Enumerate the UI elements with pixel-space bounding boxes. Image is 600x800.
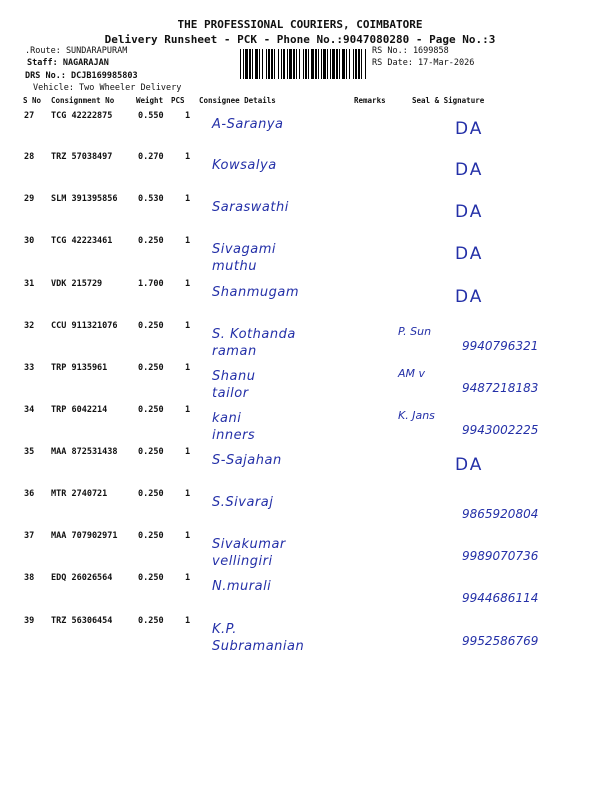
row-signature-phone: 9944686114 [462,591,539,605]
row-consignee-name-line2: tailor [212,386,249,401]
row-weight: 0.250 [138,236,164,246]
row-pcs: 1 [185,616,191,626]
row-weight: 0.530 [138,194,164,204]
company-title: THE PROFESSIONAL COURIERS, COIMBATORE [177,18,423,31]
col-sno: S No [23,96,42,105]
col-consignee: Consignee Details [199,96,276,105]
row-sno: 38 [24,573,35,583]
row-consignee-name: K.P. [212,622,237,637]
table-row [0,236,600,276]
row-pcs: 1 [185,405,191,415]
row-consignment: MAA 872531438 [51,447,118,457]
row-sno: 33 [24,363,35,373]
row-consignee-name: S.Sivaraj [212,495,274,510]
row-consignee-name: A-Saranya [212,117,284,132]
row-weight: 0.250 [138,321,164,331]
row-sno: 35 [24,447,35,457]
row-consignment: TCG 42222875 [51,111,113,121]
rs-number: RS No.: 1699858 [372,46,449,56]
col-seal-signature: Seal & Signature [412,96,485,105]
row-consignee-name-line2: raman [212,344,257,359]
table-row [0,194,600,234]
row-sno: 30 [24,236,35,246]
row-sno: 39 [24,616,35,626]
row-signature-phone: 9487218183 [462,381,539,395]
row-consignee-name: Sivagami [212,242,277,257]
row-consignment: CCU 911321076 [51,321,118,331]
row-weight: 0.550 [138,111,164,121]
row-pcs: 1 [185,279,191,289]
row-consignee-name-line2: Subramanian [212,639,305,654]
row-pcs: 1 [185,573,191,583]
col-consignment: Consignment No [51,96,115,105]
row-pcs: 1 [185,236,191,246]
row-weight: 0.250 [138,405,164,415]
row-sno: 32 [24,321,35,331]
row-signature: DA [455,119,484,139]
row-consignee-name: S-Sajahan [212,453,282,468]
row-weight: 0.250 [138,573,164,583]
row-weight: 0.250 [138,489,164,499]
rs-date: RS Date: 17-Mar-2026 [372,58,475,68]
row-pcs: 1 [185,194,191,204]
barcode-image [240,49,368,79]
row-signature: DA [455,244,484,264]
row-consignee-name: kani [212,411,242,426]
col-weight: Weight [136,96,164,105]
table-row [0,447,600,487]
table-row [0,111,600,151]
row-consignee-name: Shanu [212,369,256,384]
row-consignment: EDQ 26026564 [51,573,113,583]
row-sno: 28 [24,152,35,162]
row-pcs: 1 [185,489,191,499]
row-signature-phone: 9952586769 [462,634,539,648]
row-pcs: 1 [185,363,191,373]
row-consignee-name: Shanmugam [212,285,299,300]
row-sno: 37 [24,531,35,541]
row-sno: 27 [24,111,35,121]
row-consignment: TCG 42223461 [51,236,113,246]
row-consignment: SLM 391395856 [51,194,118,204]
row-sno: 31 [24,279,35,289]
drs-number: DRS No.: DCJB169985803 [25,71,138,81]
row-signature: AM v [398,367,426,380]
row-consignee-name-line2: muthu [212,259,257,274]
table-row [0,363,600,403]
table-row [0,321,600,361]
row-weight: 0.250 [138,447,164,457]
row-weight: 0.250 [138,363,164,373]
row-weight: 0.270 [138,152,164,162]
row-consignee-name: S. Kothanda [212,327,296,342]
staff-label: Staff: NAGARAJAN [27,58,109,68]
row-pcs: 1 [185,531,191,541]
row-consignment: MTR 2740721 [51,489,108,499]
row-weight: 1.700 [138,279,164,289]
row-consignment: TRZ 56306454 [51,616,113,626]
row-consignee-name-line2: vellingiri [212,554,273,569]
row-signature: P. Sun [398,325,432,338]
row-consignment: MAA 707902971 [51,531,118,541]
route-label: .Route: SUNDARAPURAM [25,46,128,56]
row-consignee-name-line2: inners [212,428,256,443]
row-consignee-name: N.murali [212,579,272,594]
table-row [0,573,600,613]
row-signature: DA [455,160,484,180]
table-row [0,279,600,319]
vehicle-label: Vehicle: Two Wheeler Delivery [33,83,182,93]
col-pcs: PCS [171,96,185,105]
row-consignee-name: Saraswathi [212,200,289,215]
row-consignment: TRP 9135961 [51,363,108,373]
table-row [0,405,600,445]
table-row [0,489,600,529]
row-signature: DA [455,287,484,307]
row-weight: 0.250 [138,531,164,541]
row-consignment: TRZ 57038497 [51,152,113,162]
row-pcs: 1 [185,152,191,162]
row-consignee-name: Sivakumar [212,537,286,552]
col-remarks: Remarks [354,96,386,105]
row-signature: DA [455,455,484,475]
row-signature-phone: 9940796321 [462,339,539,353]
row-sno: 34 [24,405,35,415]
table-row [0,616,600,656]
row-signature: DA [455,202,484,222]
row-pcs: 1 [185,321,191,331]
row-pcs: 1 [185,111,191,121]
row-signature: K. Jans [398,409,435,422]
row-sno: 29 [24,194,35,204]
row-sno: 36 [24,489,35,499]
row-weight: 0.250 [138,616,164,626]
row-pcs: 1 [185,447,191,457]
row-signature-phone: 9989070736 [462,549,539,563]
row-consignee-name: Kowsalya [212,158,277,173]
row-consignment: TRP 6042214 [51,405,108,415]
row-signature-phone: 9943002225 [462,423,539,437]
table-row [0,531,600,571]
row-consignment: VDK 215729 [51,279,103,289]
row-signature-phone: 9865920804 [462,507,539,521]
table-row [0,152,600,192]
runsheet-subtitle: Delivery Runsheet - PCK - Phone No.:9047080280 - Page No.:3 [104,33,496,46]
